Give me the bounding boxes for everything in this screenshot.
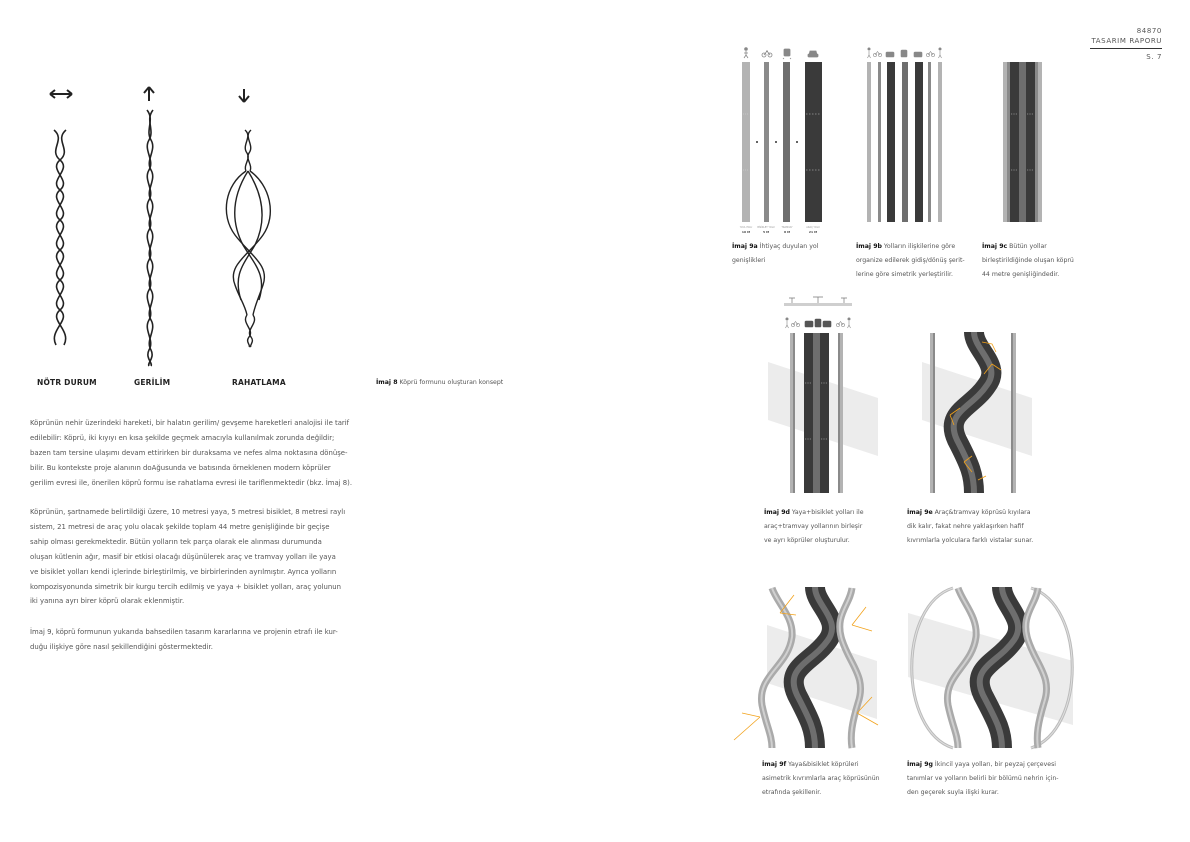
caption-line: ve ayrı köprüler oluşturulur. — [764, 537, 850, 544]
car-icon — [808, 51, 818, 57]
caption-line: asimetrik kıvrımlarla araç köprüsünün — [762, 775, 880, 782]
caption-imaj-9f — [762, 758, 880, 800]
caption-line: Bütün yollar — [1007, 243, 1047, 250]
car-lane — [915, 62, 923, 222]
caption-line: kıvrımlarla yolculara farklı vistalar sunar. — [907, 537, 1034, 544]
rope-label-tension: GERİLİM — [134, 378, 171, 387]
lane-width: 21 M — [808, 230, 818, 234]
lane-name: BİSİKLET YOLU — [757, 226, 775, 229]
caption-imaj-9c — [982, 240, 1074, 282]
bicycle-icon — [791, 322, 799, 327]
paragraph-3 — [30, 625, 370, 655]
walk-lane — [840, 333, 843, 493]
line: kompozisyonunda simetrik bir kurgu tercih edilmiş ve yaya + bisiklet yolları, araç yolunun — [30, 582, 341, 591]
caption-line: etrafında şekillenir. — [762, 789, 822, 796]
car-lane — [1010, 62, 1019, 222]
bike-lane — [793, 333, 795, 493]
diagram-9a — [734, 44, 829, 239]
bike-lane — [933, 333, 935, 493]
mode-icons — [744, 48, 818, 59]
car-lane — [820, 333, 829, 493]
caption-id: İmaj 9b — [856, 243, 882, 250]
mode-icons — [786, 318, 851, 328]
tram-icon — [901, 50, 907, 57]
walk-lane — [1013, 333, 1016, 493]
bicycle-icon — [926, 52, 934, 57]
walk-lane — [1038, 62, 1042, 222]
line: duğu ilişkiye göre nasıl şekillendiğini göstermektedir. — [30, 642, 213, 651]
line: sahip olması gerekmektedir. Bütün yolların tek parça olarak ele alınması durumunda — [30, 537, 322, 546]
caption-imaj-8 — [376, 376, 503, 390]
car-icon — [914, 52, 922, 57]
caption-line: organize edilerek gidiş/dönüş şerit- — [856, 257, 965, 264]
tram-lane — [902, 62, 908, 222]
caption-line: Yaya+bisiklet yolları ile — [789, 509, 864, 516]
mode-icons — [868, 48, 942, 58]
caption-id: İmaj 9e — [907, 509, 933, 516]
paragraph-1 — [30, 416, 370, 491]
caption-line: araç+tramvay yollarının birleşir — [764, 523, 863, 530]
caption-line: dik kalır, fakat nehre yaklaşırken hafif — [907, 523, 1024, 530]
car-icon — [886, 52, 894, 57]
bicycle-icon — [762, 51, 772, 57]
car-icon — [823, 321, 831, 327]
pedestrian-icon — [744, 48, 748, 58]
diagram-9c — [1003, 62, 1043, 222]
lane-width: 10 M — [741, 230, 751, 234]
pedestrian-icon — [868, 48, 871, 58]
caption-id: İmaj 9a — [732, 243, 758, 250]
bike-lane — [838, 333, 840, 493]
caption-imaj-9d — [764, 506, 864, 548]
car-icon — [805, 321, 813, 327]
lane-width: 5 M — [762, 230, 770, 234]
caption-id: İmaj 8 — [376, 379, 398, 386]
pedestrian-icon — [786, 318, 789, 328]
walk-lane — [742, 62, 750, 222]
walk-lane — [938, 62, 942, 222]
caption-line: İhtiyaç duyulan yol — [757, 243, 819, 250]
bicycle-icon — [836, 322, 844, 327]
car-lane — [804, 333, 813, 493]
arrow-down-icon — [238, 88, 250, 104]
tram-icon — [815, 319, 821, 327]
walk-lane — [930, 333, 933, 493]
page-number: S. 7 — [1146, 53, 1162, 61]
bike-lane — [1007, 62, 1010, 222]
line: Köprünün nehir üzerindeki hareketi, bir halatın gerilim/ gevşeme hareketleri analojisi ile tarif — [30, 419, 350, 427]
bike-lane — [1035, 62, 1038, 222]
lane-name: YAYA YOLU — [739, 226, 753, 229]
walk-lane — [867, 62, 871, 222]
header-rule — [1090, 48, 1162, 49]
bike-lane — [764, 62, 769, 222]
caption-id: İmaj 9g — [907, 761, 933, 768]
line: oluşan kütlenin ağır, masif bir etkisi olacağı düşünülerek araç ve tramvay yolları ile yaya — [30, 552, 336, 561]
line: bilir. Bu kontekste proje alanının doAğusunda ve batısında örneklenen modern köprüler — [30, 463, 331, 472]
caption-id: İmaj 9f — [762, 761, 787, 768]
diagram-9d — [768, 296, 878, 496]
pedestrian-icon — [848, 318, 851, 328]
car-lane — [805, 62, 822, 222]
rope-neutral — [40, 125, 80, 350]
caption-line: genişlikleri — [732, 257, 766, 264]
diagram-9g — [908, 585, 1078, 750]
tram-lane — [1019, 62, 1026, 222]
caption-line: Araç&tramvay köprüsü kıyılara — [932, 509, 1031, 516]
report-title: TASARIM RAPORU — [1091, 37, 1162, 45]
caption-text: Köprü formunu oluşturan konsept — [397, 379, 504, 386]
line: edilebilir: Köprü, iki kıyıyı en kısa şekilde geçmek amacıyla kullanılmak zorunda değildir; — [30, 433, 335, 442]
caption-imaj-9g — [907, 758, 1059, 800]
line: gerilim evresi ile, önerilen köprü formu ise rahatlama evresi ile tariflenmektedir (bkz. İmaj 8). — [30, 478, 353, 487]
caption-line: lerine göre simetrik yerleştirilir. — [856, 271, 953, 278]
lane-width: 8 M — [783, 230, 791, 234]
caption-line: 44 metre genişliğindedir. — [982, 271, 1060, 278]
caption-imaj-9e — [907, 506, 1033, 548]
line: İmaj 9, köprü formunun yukarıda bahsedilen tasarım kararlarına ve projenin etrafı ile kur- — [30, 628, 338, 636]
lane-name: TRAMVAY — [781, 226, 793, 229]
arrow-up-icon — [143, 86, 155, 102]
caption-id: İmaj 9c — [982, 243, 1008, 250]
tram-icon — [783, 49, 791, 59]
diagram-9f — [732, 585, 882, 750]
line: sistem, 21 metresi de araç yolu olacak şekilde toplam 44 metre genişliğinde bir geçişe — [30, 522, 330, 531]
walk-lane — [1003, 62, 1007, 222]
paragraph-2 — [30, 505, 370, 609]
line: ve bisiklet yolları kendi içlerinde birleştirilmiş, ve birbirlerinden ayrılmıştır. Ayrıca yolların — [30, 567, 337, 576]
caption-imaj-9b — [856, 240, 965, 282]
pedestrian-icon — [939, 48, 942, 58]
caption-line: Yaya&bisiklet köprüleri — [786, 761, 859, 768]
line: Köprünün, şartnamede belirtildiği üzere, 10 metresi yaya, 5 metresi bisiklet, 8 metresi raylı — [30, 508, 346, 516]
caption-line: den geçerek suyla ilişki kurar. — [907, 789, 999, 796]
caption-line: Yolların ilişkilerine göre — [881, 243, 956, 250]
caption-id: İmaj 9d — [764, 509, 790, 516]
page-header — [1090, 26, 1162, 62]
rope-label-relaxed: RAHATLAMA — [232, 378, 286, 387]
tram-lane — [813, 333, 820, 493]
caption-line: İkincil yaya yolları, bir peyzaj çerçevesi — [932, 761, 1057, 768]
caption-line: tanımlar ve yolların belirli bir bölümü nehrin için- — [907, 775, 1059, 782]
caption-imaj-9a — [732, 240, 818, 268]
diagram-9b — [862, 44, 947, 224]
project-code: 84870 — [1136, 27, 1162, 35]
caption-line: birleştirildiğinde oluşan köprü — [982, 257, 1074, 264]
walk-lane — [790, 333, 793, 493]
rope-label-neutral: NÖTR DURUM — [37, 378, 97, 387]
diagram-9e — [922, 330, 1032, 495]
bike-lane — [928, 62, 931, 222]
bicycle-icon — [873, 52, 881, 57]
rope-relaxed — [215, 125, 285, 350]
car-lane — [887, 62, 895, 222]
rope-tension — [135, 108, 165, 368]
line: iki yanına ayrı birer köprü olarak eklenmiştir. — [30, 597, 185, 606]
section-bar — [784, 303, 852, 306]
lane-name: ARAÇ YOLU — [806, 226, 820, 229]
bike-lane — [1011, 333, 1013, 493]
car-lane — [1026, 62, 1035, 222]
double-arrow-icon — [48, 88, 74, 100]
bike-lane — [878, 62, 881, 222]
line: bazen tam tersine ulaşımı devam ettirirken bir duraksama ve nefes alma noktasına dönüşe- — [30, 448, 348, 457]
tram-lane — [783, 62, 790, 222]
